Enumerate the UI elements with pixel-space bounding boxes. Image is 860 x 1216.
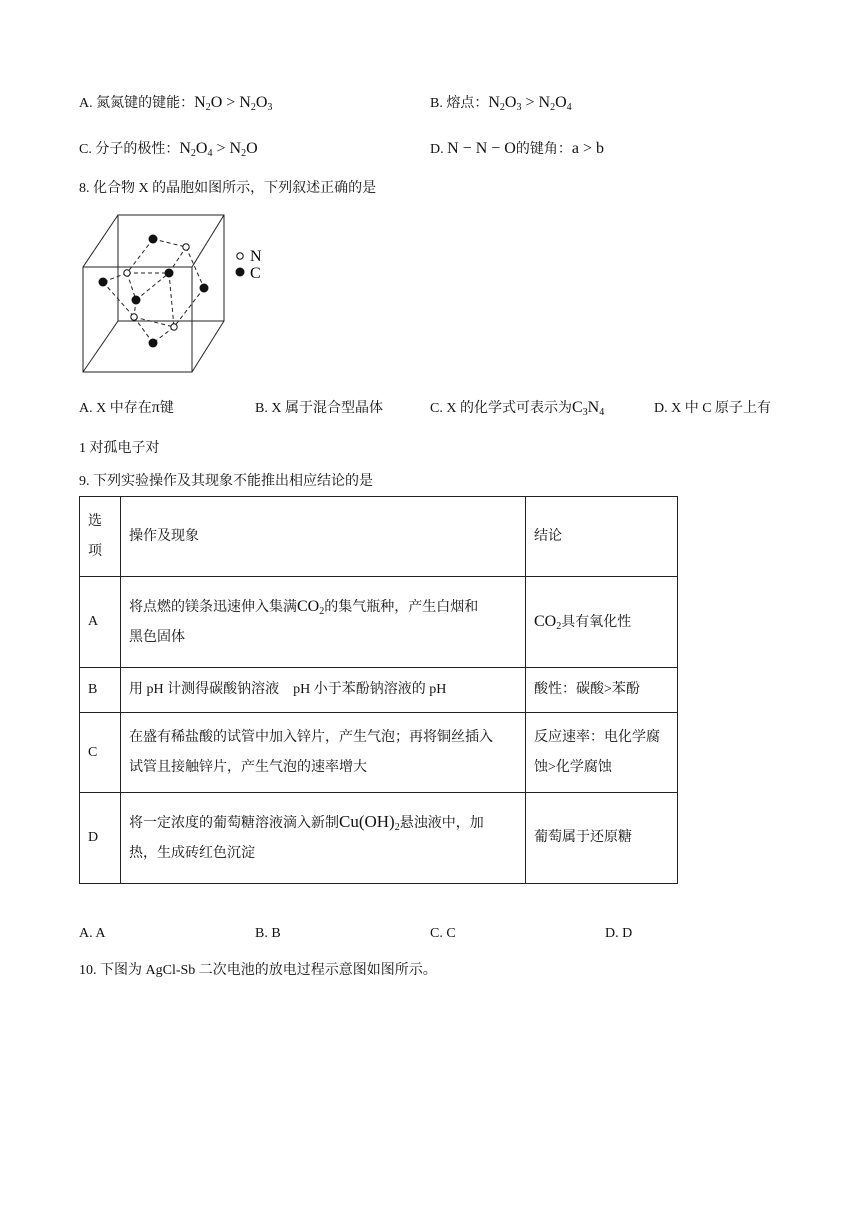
table-row: D 将一定浓度的葡萄糖溶液滴入新制$Cu(OH)_2$悬浊液中，加 热，生成砖红色沉淀 葡萄属于还原糖	[80, 793, 678, 884]
carbon-atom	[165, 269, 174, 278]
experiment-table	[79, 496, 678, 884]
carbon-atom	[149, 235, 158, 244]
nitrogen-atom	[171, 324, 177, 330]
q9-answer-b: B. B	[255, 926, 281, 941]
q9-answer-c: C. C	[430, 926, 456, 941]
crystal-cell-diagram	[75, 210, 295, 380]
table-row: C 在盛有稀盐酸的试管中加入锌片，产生气泡；再将铜丝插入 试管且接触锌片，产生气泡的速率增大 反应速率：电化学腐 蚀>化学腐蚀	[80, 713, 678, 793]
q9-stem: 9. 下列实验操作及其现象不能推出相应结论的是	[79, 474, 373, 489]
q7-option-b: B. 熔点：$N_2O_3 > N_2O_4$	[430, 94, 572, 113]
table-row: B 用 pH 计测得碳酸钠溶液 pH 小于苯酚钠溶液的 pH 酸性：碳酸>苯酚	[80, 668, 678, 713]
q8-stem: 8. 化合物 X 的晶胞如图所示，下列叙述正确的是	[79, 181, 377, 196]
q8-option-c: C. X 的化学式可表示为$C_3N_4$	[430, 399, 605, 418]
carbon-atom	[149, 339, 158, 348]
q8-option-a: A. X 中存在π键	[79, 399, 174, 416]
carbon-atom	[132, 296, 141, 305]
nitrogen-atom	[131, 314, 137, 320]
cube-back-face	[118, 215, 224, 321]
table-row: A 将点燃的镁条迅速伸入集满$CO_2$的集气瓶种，产生白烟和 黑色固体 $CO_2$具有氧化性	[80, 577, 678, 668]
q8-option-d-continued: 1 对孤电子对	[79, 441, 160, 456]
legend-n-label: N	[250, 248, 262, 265]
q9-answer-a: A. A	[79, 926, 106, 941]
q9-answer-d: D. D	[605, 926, 633, 941]
q8-option-d: D. X 中 C 原子上有	[654, 401, 772, 416]
q8-option-b: B. X 属于混合型晶体	[255, 401, 383, 416]
q7-option-d: D. N − N − O的键角：a > b	[430, 140, 604, 157]
carbon-atom	[99, 278, 108, 287]
nitrogen-atoms	[124, 244, 189, 330]
header-option: 选 项	[80, 497, 121, 577]
legend-n-symbol	[237, 253, 243, 259]
nitrogen-atom	[183, 244, 189, 250]
q7-option-a: A. 氮氮键的键能：$N_2O > N_2O_3$	[79, 94, 273, 113]
table-header-row	[80, 497, 678, 577]
legend-c-symbol	[236, 268, 245, 277]
q7-option-c: C. 分子的极性：$N_2O_4 > N_2O$	[79, 140, 258, 159]
carbon-atom	[200, 284, 209, 293]
nitrogen-atom	[124, 270, 130, 276]
header-operation: 操作及现象	[121, 497, 526, 577]
header-conclusion: 结论	[526, 497, 678, 577]
legend-c-label: C	[250, 265, 261, 282]
q10-stem: 10. 下图为 AgCl-Sb 二次电池的放电过程示意图如图所示。	[79, 963, 437, 978]
